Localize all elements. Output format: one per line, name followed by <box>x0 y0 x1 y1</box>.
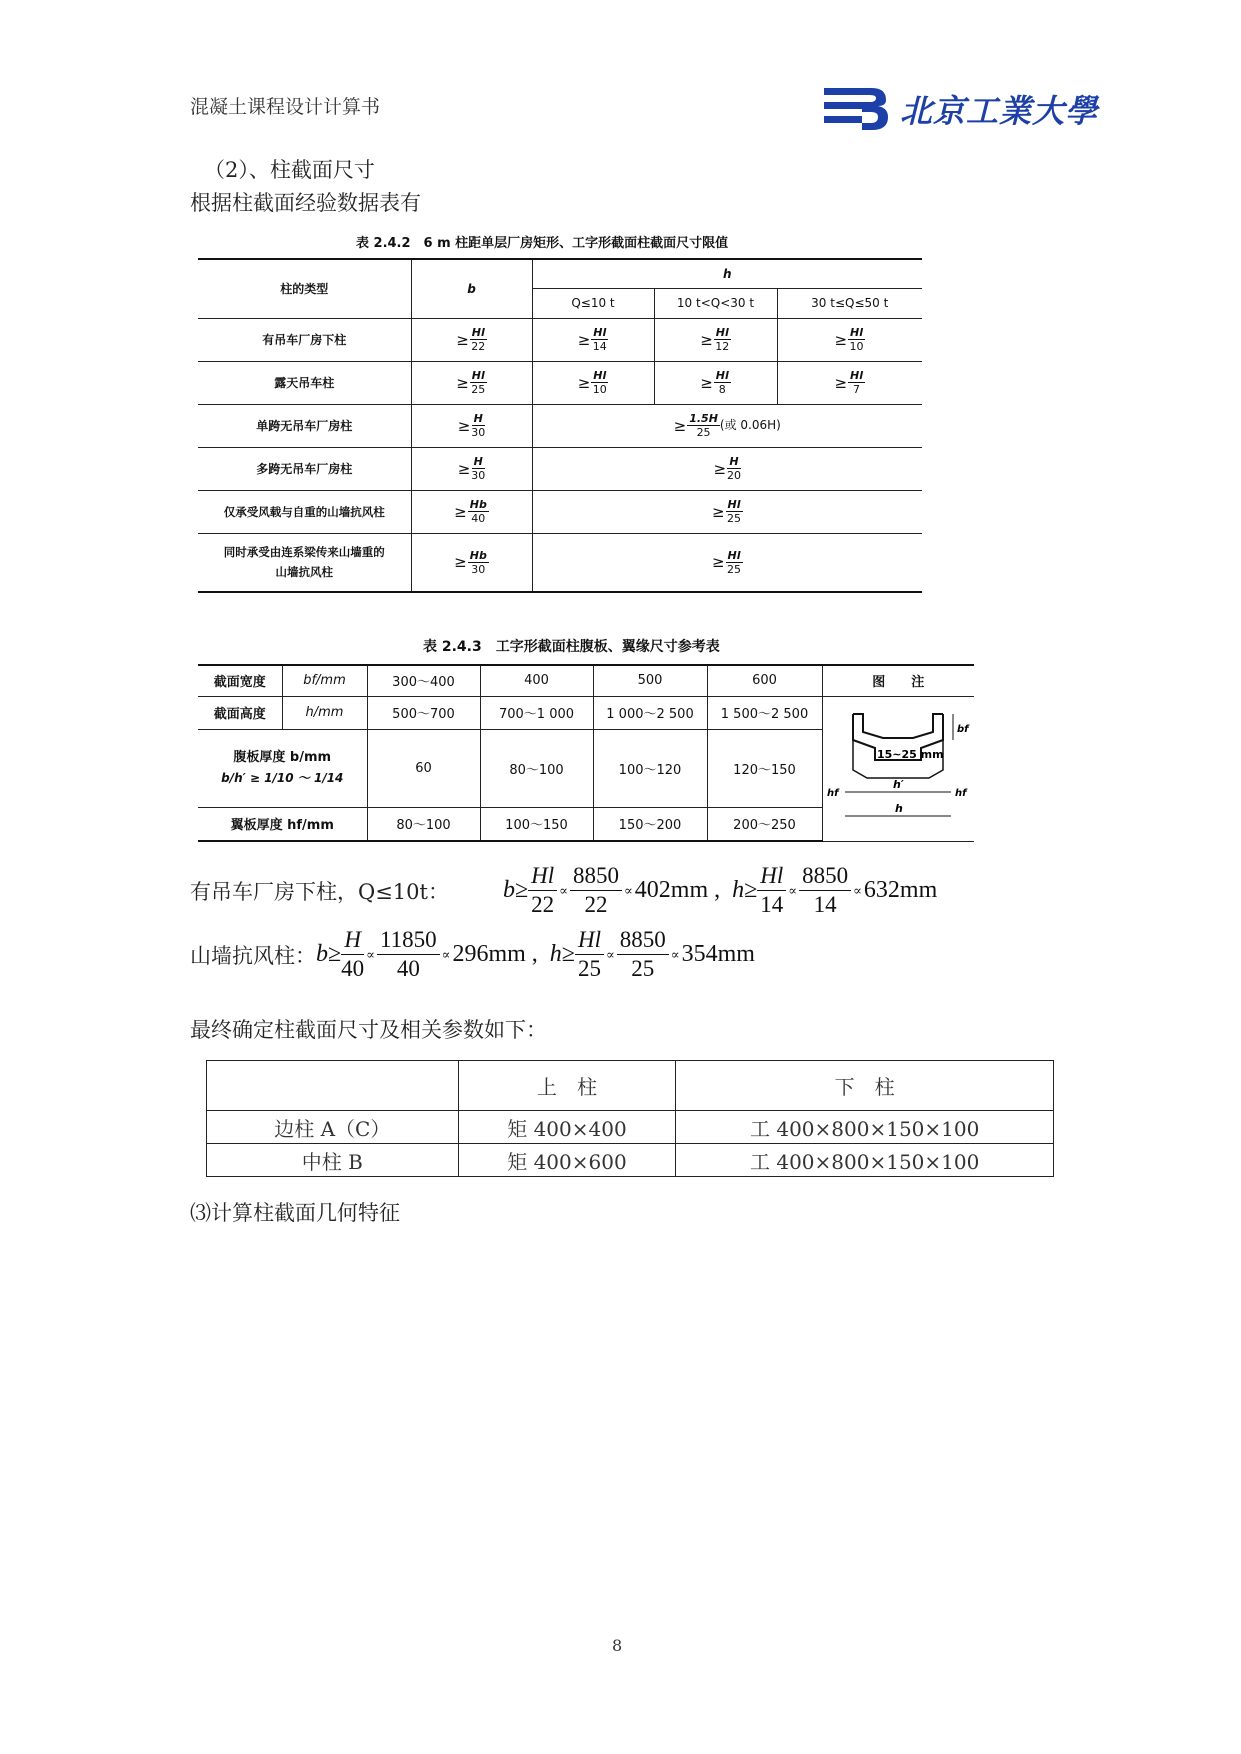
i-section-reference-table <box>198 664 974 842</box>
header-column-type: 柱的类型 <box>198 259 411 318</box>
header-h: h <box>532 259 922 288</box>
page-number: 8 <box>612 1636 623 1655</box>
calc-line-2: 山墙抗风柱： b ≥ $\frac{H}{40}$ ∝ $\frac{11850}{40}$ ∝ 296mm , h ≥ $\frac{Hl}{25}$ ∝ $\frac{8850}{25}$ ∝ 354mm <box>190 927 755 982</box>
table-row: 截面宽度 bf/mm 300～400 400 500 600 图 注 <box>198 665 974 696</box>
i-section-diagram-icon <box>823 698 973 836</box>
table-row: 腹板厚度 b/mm b/h′ ≥ 1/10 ～ 1/14 60 80～100 100～120 120～150 <box>198 729 974 807</box>
column-size-limit-table <box>198 258 922 593</box>
table-row: 中柱 B 矩 400×600 工 400×800×150×100 <box>207 1144 1054 1177</box>
row-label: 仅承受风载与自重的山墙抗风柱 <box>198 490 411 533</box>
table-row: 单跨无吊车厂房柱 ≥ $\frac{H}{30}$ ≥ $\frac{1.5H}{25}$ (或 0.06H) <box>198 404 922 447</box>
table-row: 多跨无吊车厂房柱 ≥ $\frac{H}{30}$ ≥ $\frac{H}{20}$ <box>198 447 922 490</box>
section-intro: 根据柱截面经验数据表有 <box>190 191 421 215</box>
calc-line-1: 有吊车厂房下柱，Q≤10t： b ≥ $\frac{Hl}{22}$ ∝ $\frac{8850}{22}$ ∝ 402mm , h ≥ $\frac{Hl}{14}$ ∝ $\frac{8850}{14}$ ∝ 632mm <box>190 863 938 918</box>
svg-text:h′: h′ <box>893 777 904 791</box>
table-row: 翼板厚度 hf/mm 80～100 100～150 150～200 200～250 <box>198 807 974 841</box>
i-section-figure <box>822 696 974 841</box>
final-section-table <box>206 1060 1054 1177</box>
university-logo-icon <box>822 84 892 134</box>
svg-text:hf: hf <box>827 787 839 799</box>
subheader-q2: 10 t<Q<30 t <box>654 288 777 318</box>
final-intro: 最终确定柱截面尺寸及相关参数如下： <box>190 1018 547 1042</box>
subheader-q1: Q≤10 t <box>532 288 654 318</box>
section3-title: ⑶计算柱截面几何特征 <box>190 1201 400 1225</box>
subheader-q3: 30 t≤Q≤50 t <box>777 288 922 318</box>
table2-caption: 表 2.4.3 工字形截面柱腹板、翼缘尺寸参考表 <box>423 639 720 655</box>
row-label: 露天吊车柱 <box>198 361 411 404</box>
svg-text:15~25 mm: 15~25 mm <box>877 747 944 761</box>
table-row: 截面高度 h/mm 500～700 700～1 000 1 000～2 500 1 500～2 500 15~25 mm h′ h hf hf bf <box>198 696 974 729</box>
table1-caption: 表 2.4.2 6 m 柱距单层厂房矩形、工字形截面柱截面尺寸限值 <box>356 236 729 251</box>
svg-text:h: h <box>895 801 904 815</box>
table-row: 仅承受风载与自重的山墙抗风柱 ≥ $\frac{Hb}{40}$ ≥ $\frac{Hl}{25}$ <box>198 490 922 533</box>
header-title: 混凝土课程设计计算书 <box>190 96 381 118</box>
svg-text:hf: hf <box>955 787 967 799</box>
table-row: 露天吊车柱 ≥ $\frac{Hl}{25}$ ≥ $\frac{Hl}{10}$ ≥ $\frac{Hl}{8}$ ≥ $\frac{Hl}{7}$ <box>198 361 922 404</box>
svg-text:bf: bf <box>957 723 969 735</box>
table-row: 上 柱 下 柱 <box>207 1061 1054 1111</box>
table-row: 同时承受由连系梁传来山墙重的 山墙抗风柱 ≥ $\frac{Hb}{30}$ ≥ $\frac{Hl}{25}$ <box>198 533 922 592</box>
section-title: （2）、柱截面尺寸 <box>204 158 375 182</box>
row-label: 单跨无吊车厂房柱 <box>198 404 411 447</box>
figure-header: 图 注 <box>822 665 974 696</box>
table-row: 边柱 A（C） 矩 400×400 工 400×800×150×100 <box>207 1111 1054 1144</box>
row-label: 同时承受由连系梁传来山墙重的 山墙抗风柱 <box>198 533 411 592</box>
table-row: 有吊车厂房下柱 ≥ $\frac{Hl}{22}$ ≥ $\frac{Hl}{14}$ ≥ $\frac{Hl}{12}$ ≥ $\frac{Hl}{10}$ <box>198 318 922 361</box>
row-label: 多跨无吊车厂房柱 <box>198 447 411 490</box>
row-label: 有吊车厂房下柱 <box>198 318 411 361</box>
header-b: b <box>411 259 532 318</box>
university-logo-text: 北京工業大學 <box>900 92 1099 130</box>
